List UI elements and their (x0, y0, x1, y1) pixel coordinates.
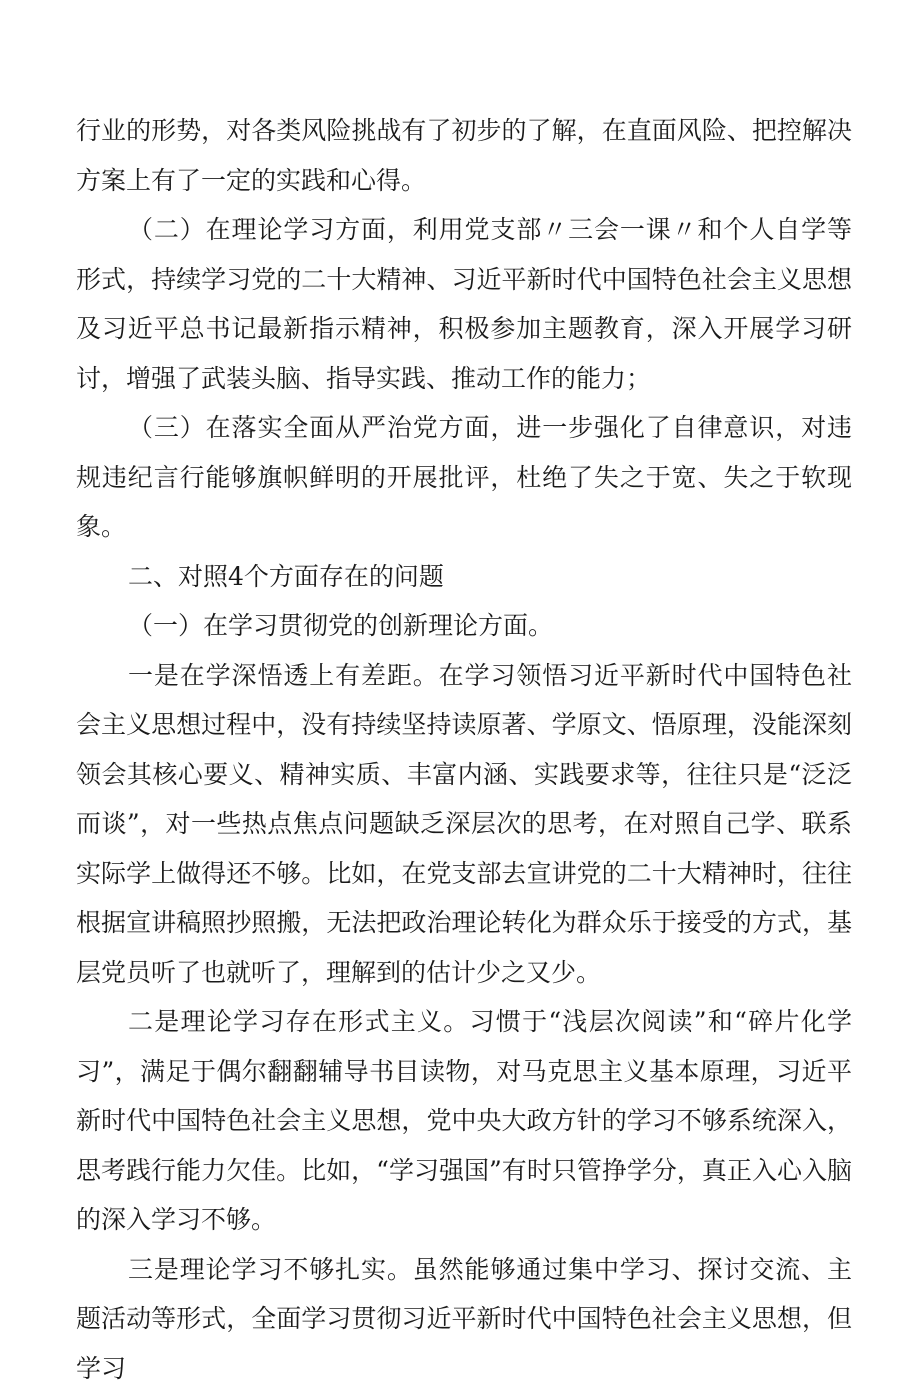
paragraph-continuation: 行业的形势，对各类风险挑战有了初步的了解，在直面风险、把控解决方案上有了一定的实践和心得。 (76, 106, 852, 205)
paragraph-party-discipline: （三）在落实全面从严治党方面，进一步强化了自律意识，对违规违纪言行能够旗帜鲜明的开展批评，杜绝了失之于宽、失之于软现象。 (76, 403, 852, 552)
paragraph-point-three: 三是理论学习不够扎实。虽然能够通过集中学习、探讨交流、主题活动等形式，全面学习贯彻习近平新时代中国特色社会主义思想，但学习 (76, 1245, 852, 1393)
subsection-heading-innovation-theory: （一）在学习贯彻党的创新理论方面。 (76, 601, 852, 651)
paragraph-theory-study: （二）在理论学习方面，利用党支部〃三会一课〃和个人自学等形式，持续学习党的二十大精神、习近平新时代中国特色社会主义思想及习近平总书记最新指示精神，积极参加主题教育，深入开展学习研讨，增强了武装头脑、指导实践、推动工作的能力； (76, 205, 852, 403)
section-heading-problems: 二、对照4个方面存在的问题 (76, 552, 852, 602)
paragraph-point-two: 二是理论学习存在形式主义。习惯于“浅层次阅读”和“碎片化学习”，满足于偶尔翻翻辅导书目读物，对马克思主义基本原理，习近平新时代中国特色社会主义思想，党中央大政方针的学习不够系统深入，思考践行能力欠佳。比如，“学习强国”有时只管挣学分，真正入心入脑的深入学习不够。 (76, 997, 852, 1245)
paragraph-point-one: 一是在学深悟透上有差距。在学习领悟习近平新时代中国特色社会主义思想过程中，没有持续坚持读原著、学原文、悟原理，没能深刻领会其核心要义、精神实质、丰富内涵、实践要求等，往往只是“泛泛而谈”，对一些热点焦点问题缺乏深层次的思考，在对照自己学、联系实际学上做得还不够。比如，在党支部去宣讲党的二十大精神时，往往根据宣讲稿照抄照搬，无法把政治理论转化为群众乐于接受的方式，基层党员听了也就听了，理解到的估计少之又少。 (76, 651, 852, 998)
document-body (76, 106, 852, 1393)
